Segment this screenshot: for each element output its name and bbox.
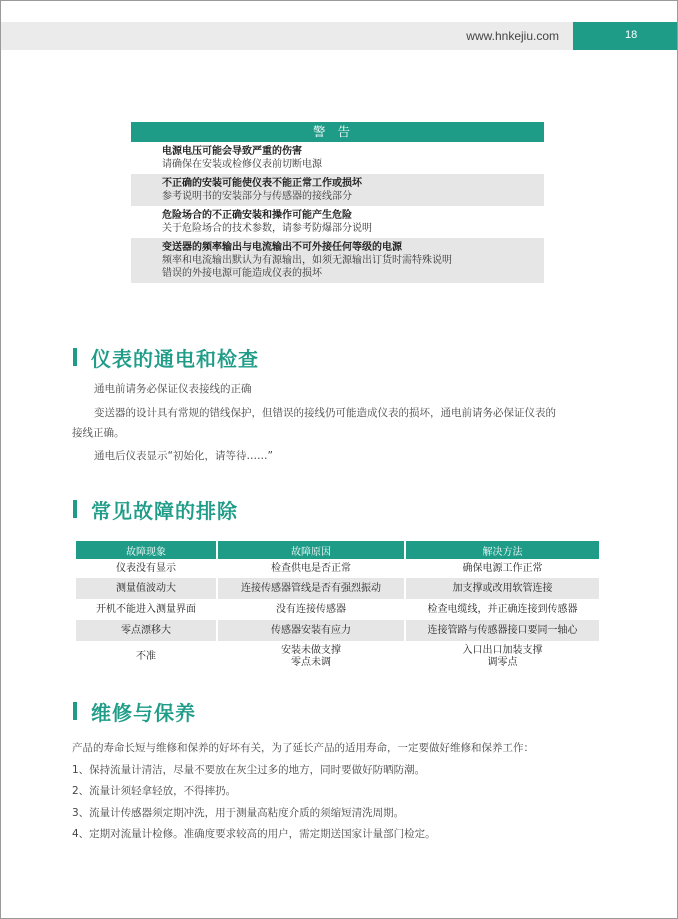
solution-line: 入口出口加装支撑 — [462, 645, 543, 656]
solution-cell: 连接管路与传感器接口要同一轴心 — [405, 620, 599, 641]
paragraph: 通电前请务必保证仪表接线的正确 — [94, 383, 252, 395]
solution-cell: 确保电源工作正常 — [462, 562, 543, 574]
cause-cell: 没有连接传感器 — [217, 599, 405, 620]
solution-cell — [405, 641, 599, 673]
maintenance-item: 2、流量计须轻拿轻放，不得摔扔。 — [72, 785, 237, 797]
warning-item — [131, 174, 544, 206]
paragraph: 通电后仪表显示“初始化，请等待……” — [94, 450, 273, 462]
symptom-cell: 零点漂移大 — [76, 620, 217, 641]
warning-item-title: 变送器的频率输出与电流输出不可外接任何等级的电源 — [162, 242, 402, 253]
section-heading-power-check — [73, 345, 259, 369]
section-heading-maintenance — [73, 699, 196, 723]
symptom-cell: 仪表没有显示 — [76, 559, 217, 578]
warning-item-line: 请确保在安装或检修仪表前切断电源 — [162, 159, 322, 170]
warning-item-line: 参考说明书的安装部分与传感器的接线部分 — [162, 191, 352, 202]
symptom-cell: 测量值波动大 — [76, 578, 217, 599]
warning-item-title: 不正确的安装可能使仪表不能正常工作或损坏 — [162, 178, 362, 189]
heading-bar — [73, 702, 77, 720]
warning-title: 警告 — [131, 122, 544, 142]
solution-cell: 检查电缆线，并正确连接到传感器 — [427, 603, 578, 615]
maintenance-item: 4、定期对流量计检修。准确度要求较高的用户，需定期送国家计量部门检定。 — [72, 828, 436, 840]
table-row — [76, 559, 599, 578]
cause-line: 零点未调 — [291, 657, 331, 668]
solution-line: 调零点 — [487, 657, 518, 668]
warning-item-line: 错误的外接电源可能造成仪表的损坏 — [162, 268, 322, 279]
warning-item-title: 危险场合的不正确安装和操作可能产生危险 — [162, 210, 352, 221]
cause-cell: 检查供电是否正常 — [217, 559, 405, 578]
maintenance-intro: 产品的寿命长短与维修和保养的好坏有关，为了延长产品的适用寿命，一定要做好维修和保养工作： — [72, 742, 534, 754]
column-header: 解决方法 — [405, 541, 599, 559]
column-header: 故障原因 — [217, 541, 405, 559]
heading-bar — [73, 348, 77, 366]
page-number: 18 — [625, 29, 638, 41]
column-header: 故障现象 — [76, 541, 217, 559]
section-title: 常见故障的排除 — [91, 498, 238, 523]
warning-item-line: 关于危险场合的技术参数，请参考防爆部分说明 — [162, 223, 372, 234]
paragraph: 接线正确。 — [72, 427, 125, 439]
section-heading-troubleshooting — [73, 497, 238, 521]
maintenance-item: 3、流量计传感器须定期冲洗，用于测量高粘度介质的须缩短清洗周期。 — [72, 807, 405, 819]
cause-cell: 连接传感器管线是否有强烈振动 — [217, 578, 405, 599]
cause-cell: 传感器安装有应力 — [217, 620, 405, 641]
warning-item — [131, 238, 544, 283]
symptom-cell: 开机不能进入测量界面 — [76, 599, 217, 620]
table-row — [76, 599, 599, 620]
symptom-cell: 不准 — [76, 641, 217, 673]
maintenance-item: 1、保持流量计清洁，尽量不要放在灰尘过多的地方，同时要做好防晒防潮。 — [72, 764, 426, 776]
warning-item — [131, 206, 544, 238]
section-title: 维修与保养 — [91, 700, 196, 725]
solution-cell: 加支撑或改用软管连接 — [405, 578, 599, 599]
warning-item-line: 频率和电流输出默认为有源输出，如须无源输出订货时需特殊说明 — [162, 255, 452, 266]
paragraph: 变送器的设计具有常规的错线保护，但错误的接线仍可能造成仪表的损坏，通电前请务必保证仪表的 — [94, 407, 556, 419]
section-title: 仪表的通电和检查 — [91, 346, 259, 371]
cause-cell — [217, 641, 405, 673]
warning-item-title: 电源电压可能会导致严重的伤害 — [162, 146, 302, 157]
table-row — [76, 620, 599, 641]
cause-line: 安装未做支撑 — [281, 645, 341, 656]
table-row — [76, 578, 599, 599]
heading-bar — [73, 500, 77, 518]
warning-box — [131, 122, 544, 283]
page-number-tab — [573, 22, 677, 50]
warning-item — [131, 142, 544, 174]
fault-table — [76, 541, 599, 673]
website-url[interactable]: www.hnkejiu.com — [466, 29, 559, 43]
table-header-row — [76, 541, 599, 559]
table-row — [76, 641, 599, 673]
header-bar — [1, 22, 573, 50]
